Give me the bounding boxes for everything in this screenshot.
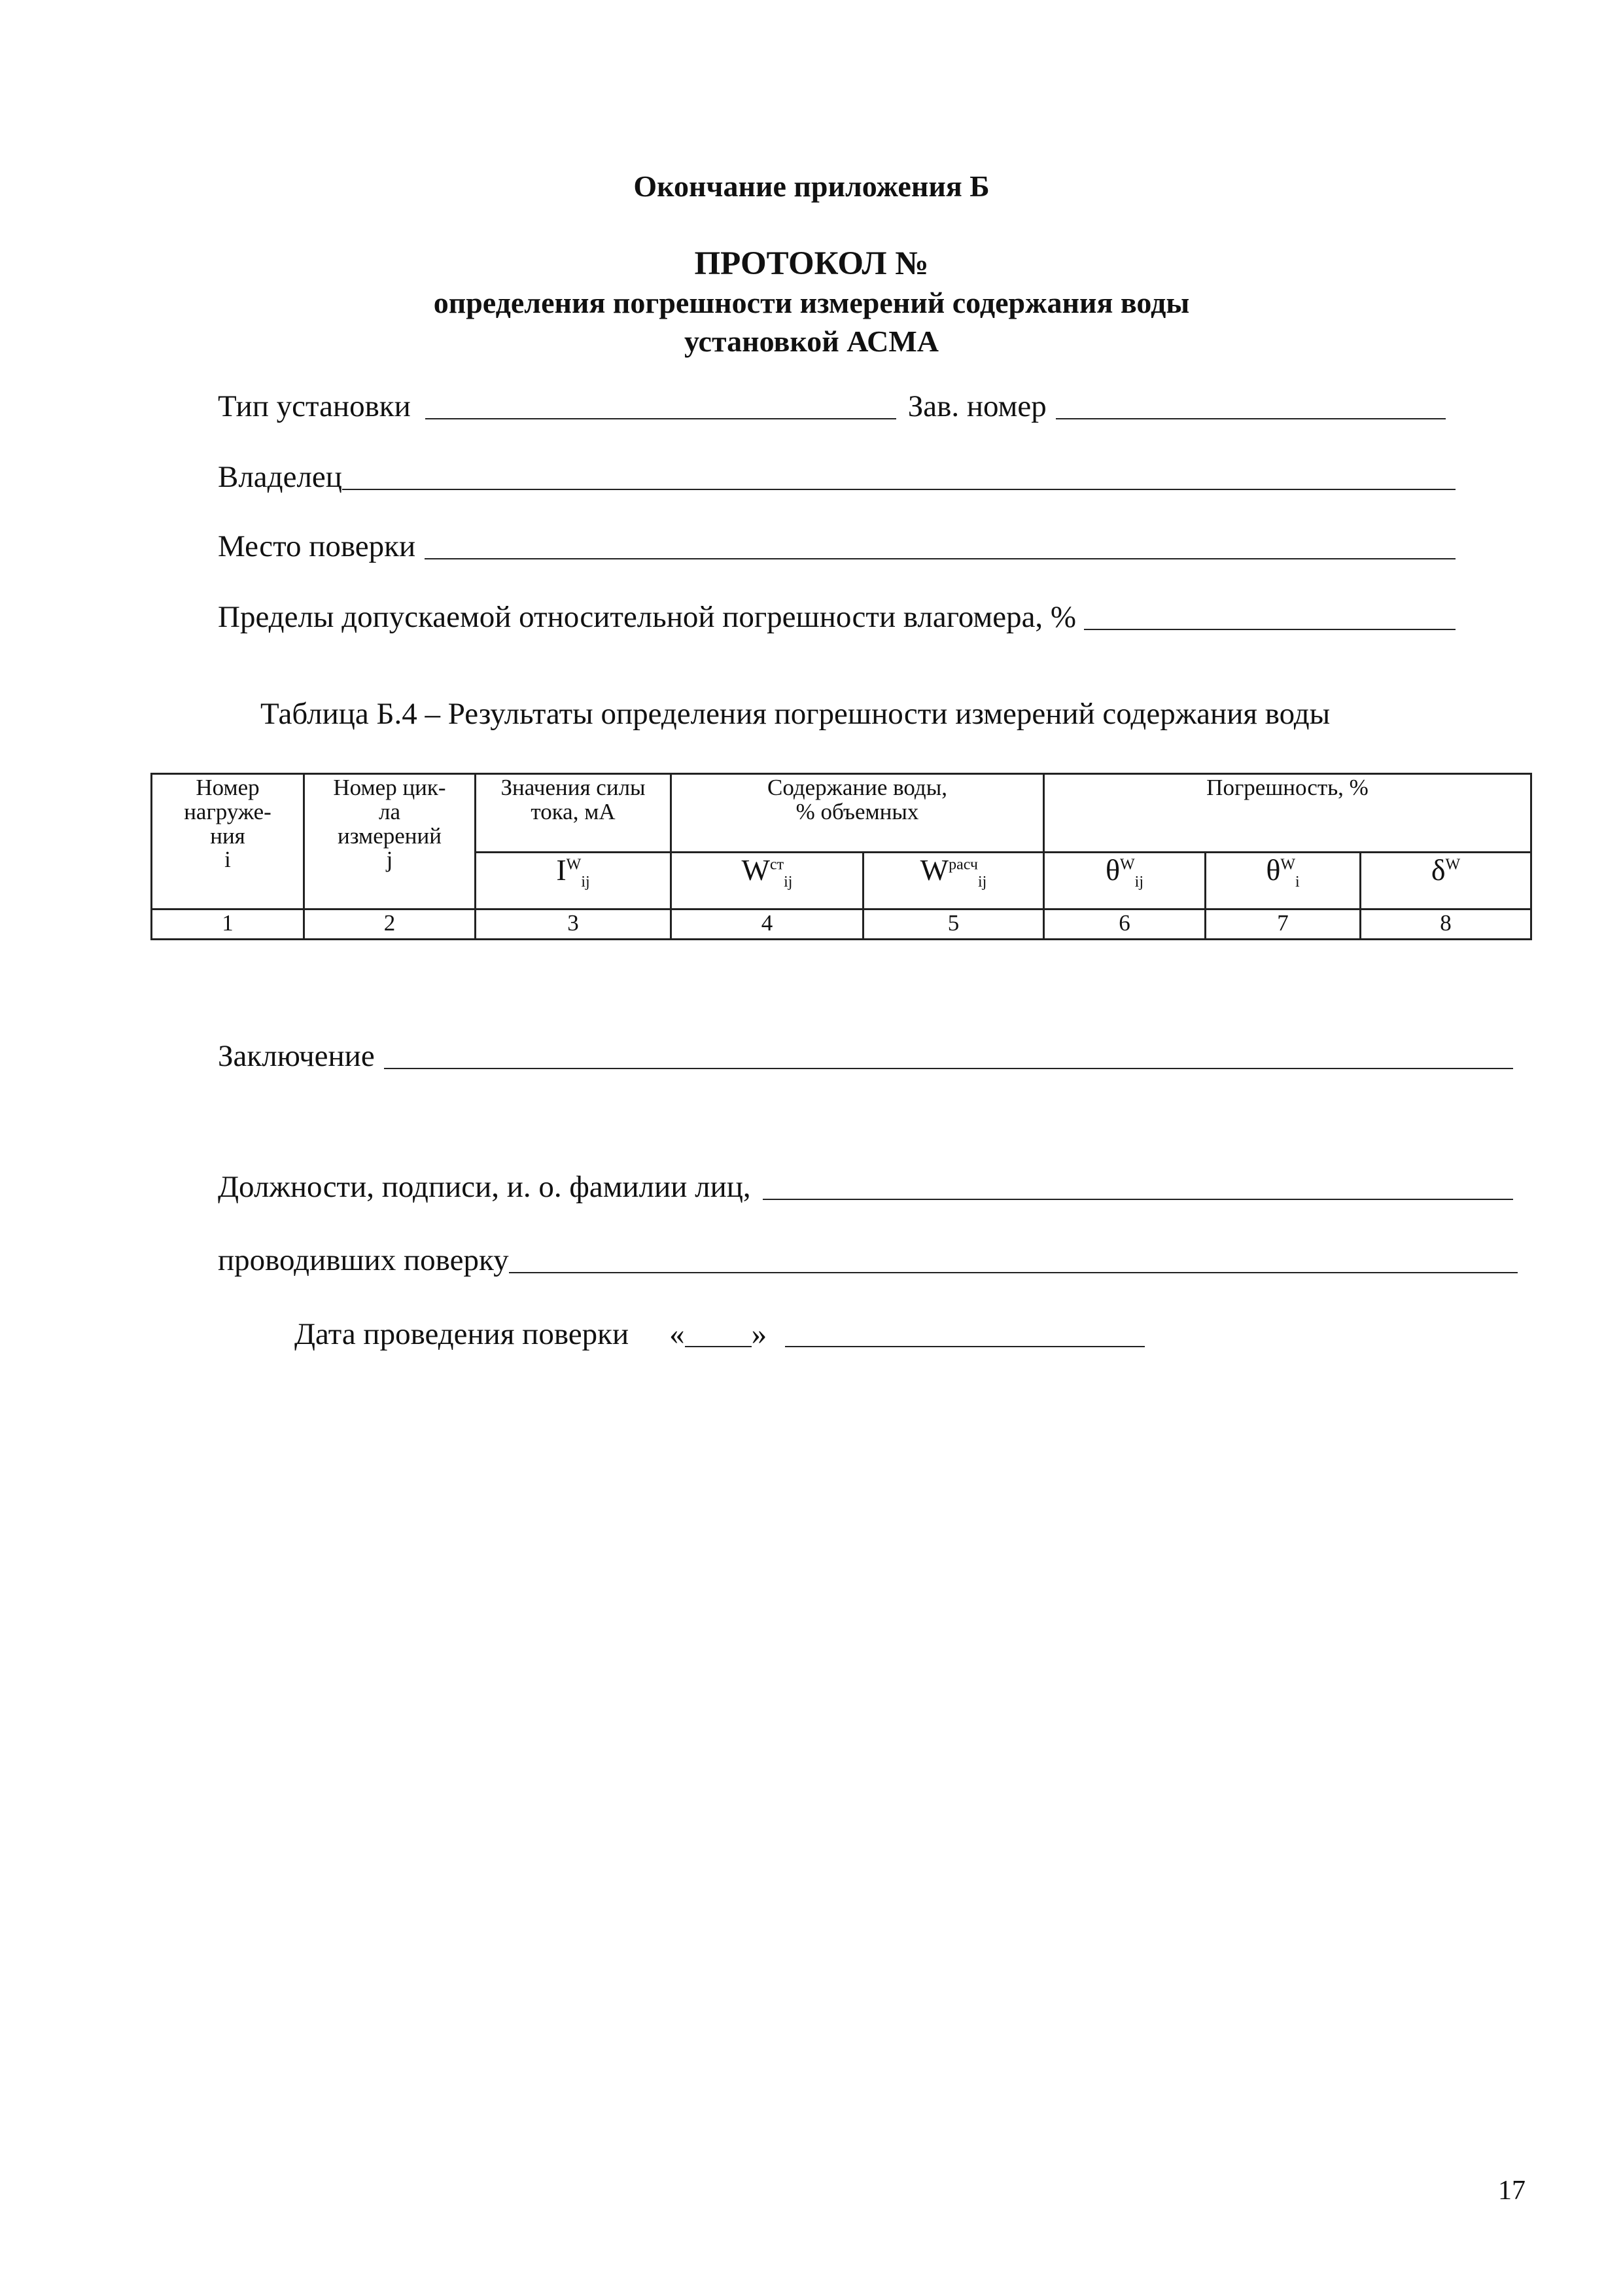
column-number: 7: [1206, 910, 1361, 940]
signatures-blank[interactable]: [763, 1195, 1513, 1200]
column-numbers-row: [152, 910, 1531, 940]
owner-row: [218, 462, 1456, 493]
header-error: Погрешность, %: [1044, 774, 1531, 853]
owner-blank[interactable]: [342, 485, 1456, 490]
page-number: 17: [1498, 2176, 1526, 2206]
verification-place-blank[interactable]: [425, 554, 1456, 559]
column-number: 3: [476, 910, 671, 940]
owner-label: Владелец: [218, 460, 342, 494]
symbol-delta: $\delta^W$: [1361, 853, 1531, 910]
error-limits-row: [218, 602, 1456, 633]
results-table: [150, 773, 1532, 940]
verification-place-row: [218, 531, 1456, 562]
appendix-end-heading: Окончание приложения Б: [633, 169, 990, 203]
signatures-row: [218, 1172, 1513, 1203]
date-day-blank[interactable]: [685, 1342, 752, 1347]
verification-place-label: Место поверки: [218, 529, 416, 563]
conclusion-blank[interactable]: [384, 1064, 1513, 1069]
header-current: Значения силы тока, мА: [476, 774, 671, 853]
date-month-year-blank[interactable]: [785, 1342, 1145, 1347]
conclusion-row: [218, 1041, 1513, 1072]
column-number: 4: [671, 910, 864, 940]
column-number: 8: [1361, 910, 1531, 940]
protocol-title: ПРОТОКОЛ №: [694, 245, 929, 282]
symbol-water-standard: $W^{ст}_{ij}$: [671, 853, 864, 910]
column-number: 1: [152, 910, 304, 940]
signatures-label: Должности, подписи, и. о. фамилии лиц,: [218, 1170, 751, 1204]
verifiers-label: проводивших поверку: [218, 1243, 509, 1277]
conclusion-label: Заключение: [218, 1039, 375, 1073]
protocol-subtitle-line1: определения погрешности измерений содержания воды: [433, 286, 1190, 319]
symbol-water-calculated: $W^{расч}_{ij}$: [864, 853, 1044, 910]
symbol-theta-i: $\theta^W_i$: [1206, 853, 1361, 910]
header-cycle-number: Номер цик- ла измерений j: [304, 774, 476, 910]
serial-number-blank[interactable]: [1056, 414, 1446, 419]
symbol-theta-ij: $\theta^W_{ij}$: [1044, 853, 1206, 910]
error-limits-blank[interactable]: [1084, 625, 1456, 630]
installation-row: [218, 391, 1446, 422]
column-number: 6: [1044, 910, 1206, 940]
header-water-content: Содержание воды, % объемных: [671, 774, 1044, 853]
date-label: Дата проведения поверки: [294, 1317, 629, 1351]
date-row: [294, 1319, 1210, 1350]
column-number: 5: [864, 910, 1044, 940]
verifiers-row: [218, 1245, 1518, 1276]
column-number: 2: [304, 910, 476, 940]
date-open-quote: «: [669, 1317, 685, 1351]
symbol-current: $I^W_{ij}$: [476, 853, 671, 910]
protocol-subtitle-line2: установкой АСМА: [684, 325, 939, 358]
installation-type-label: Тип установки: [218, 389, 411, 423]
serial-number-label: Зав. номер: [907, 389, 1047, 423]
header-load-number: Номер нагруже- ния i: [152, 774, 304, 910]
table-caption: Таблица Б.4 – Результаты определения погрешности измерений содержания воды: [260, 697, 1331, 731]
installation-type-blank[interactable]: [425, 414, 896, 419]
date-close-quote: »: [751, 1317, 767, 1351]
error-limits-label: Пределы допускаемой относительной погрешности влагомера, %: [218, 600, 1077, 634]
verifiers-blank[interactable]: [509, 1268, 1518, 1273]
